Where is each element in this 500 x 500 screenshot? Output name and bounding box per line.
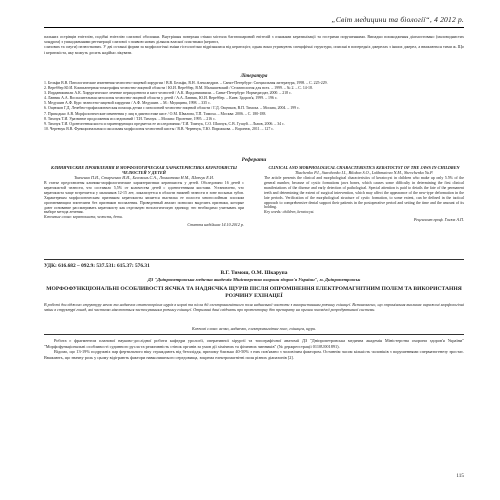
article-title: МОРФОФУНКЦІОНАЛЬНІ ОСОБЛИВОСТІ ЯЄЧКА ТА НАДЯЄЧКА ЩУРІВ ПІСЛЯ ОПРОМІНЕННЯ ЕЛЕКТРОМАГНІТНИМ ПОЛЕМ ТА ВИКОРИСТАННЯ РОЗЧИНУ ЕХІНАЦЕЇ	[46, 286, 462, 299]
received-date: Стаття надійшла 14.10.2012 р.	[187, 222, 244, 228]
summary-divider	[44, 334, 464, 335]
abstract-en-keywords: Key words: children, keratocyst.	[264, 210, 315, 215]
abstract-ru-body: В статье представлены клинико-морфологические характеристики кератокисты у детей. Обследовано 16 детей с кератокистой челюсти, что составило 5,5% от количества детей с одонтогенными кистами. Установлено, что кератокиста чаще встречается у мальчиков 12-15 лет, локализуется в области нижней челюсти в зоне восьмых зубов. Характерным морфологическим признаком кератокисты является выстилка ее полости многослойным плоским ороговевающим эпителием без признаков воспаления. Проведенный анализ позволил выделить признаки, которые дают основание рассматривать кератокисту как отдельную нозологическую единицу, что необходимо учитывать при выборе метода лечения.	[44, 181, 244, 215]
article-summary: В роботі досліджено структуру яєчок та надяєчок статевозрілих щурів в нормі та після дії електромагнітного поля наднизької частоти з використанням розчину ехінацеї. Встановлено, що опромінення викликає виражені морфологічні зміни в структурі гонад, які частково нівелюються застосуванням розчину ехінацеї. Отримані дані свідчать про протекторну дію препарату на органи чоловічої репродуктивної системи.	[44, 302, 464, 313]
article-keywords: Ключові слова: яєчко, надяєчко, електромагнітне поле, ехінацея, щури.	[191, 326, 317, 331]
reference-item: 4. Лавник А.А. Воспалительная патология челюстно-лицевой области у детей / А.А. Лавник, Ю.И. Вереббер. – Киев: Здоров'я, 1999. – 196 с.	[44, 96, 278, 101]
header-rule	[44, 27, 464, 28]
reviewer: Рецензент проф. Гасюк А.П.	[413, 217, 464, 223]
reference-item: 7. Приходько А.В. Морфологические изменения у лиц в диагностике кист / О.М. Швалова, Т.П. Тимоха. – Москва: 2006. – С. 180-188.	[44, 111, 267, 116]
abstract-en-authors: Tkachenko P.I., Starchenko I.I., Bilokon S.O., Lokhmatova N.M., Shevchenko Yu.P.	[294, 170, 434, 175]
journal-title: „Світ медицини та біології“, 4 2012 р.	[331, 15, 464, 24]
reference-item: 5. Медушин А.Ф. Курс челюстно-лицевой хирургии / А.Ф. Медушин. – М.: Медицина, 1998. – 335 с.	[44, 101, 211, 106]
abstract-ru-keywords: Ключевые слова: кератокиста, челюсть, дети.	[44, 215, 123, 220]
reference-item: 10. Черевчук В.В. Функциональная и оксальная морфология челюстной кисты / В.В. Черевчук, Т.Ю. Пирожкова. – Воронеж, 2011. – 127 с.	[44, 126, 274, 131]
article-body	[44, 338, 464, 360]
body-paragraph: Робота є фрагментом планової науково-дослідної роботи кафедри урології, оперативної хірургії та топографічної анатомії ДЗ "Дніпропетровська медична академія Міністерства охорони здоров'я України" "Морфофункціональні особливості судинного русла та реактивність стінок органів за умов дії хімічних та фізичних чинників" (№ держреєстрації 0110U001891).	[44, 338, 464, 349]
reference-item: 9. Тимчук Т.И. Одонтогенная киста и гарантирующих предметах ее исследования / Т.И. Тимчук, С.О. Шапчук, С.В. Гушуй. – Львов, 2006. – 34 с.	[44, 121, 285, 126]
abstract-ru-authors: Ткаченко П.И., Старченко И.И., Белоконь С.А., Лохматова Н.М., Шевчук Е.И.	[74, 175, 214, 180]
intro-paragraph: слизових та смуги) пелюсткових. У дві останні форми за морфологічні зміни гістологічно відрізнялися від кератоціст, однак вони утримують специфічні структури, описані в попередніх джерелах з інших джерел, а вважаються тими ж. Що і кератокіста, яку можуть досить надійно лікувати.	[44, 44, 464, 55]
abstracts-title: Реферати	[241, 157, 267, 163]
page-number: 115	[456, 473, 464, 479]
reference-item: 8. Тимчук Т.И. Уразвитие продолжения исследований / Т.И. Тимчук. – Москва: Прозение, 1995. – 216 с.	[44, 116, 216, 121]
reference-item: 3. Иорданишвили А.К. Хирургическое лечение периодонтита и кист челюстей / А.К. Иорданишвили. – Санкт-Петербург: Нормедиздат, 2000. – 218 с.	[44, 91, 292, 96]
intro-paragraph: пальних острівців епітелію, подібні епітелію слизової оболонки. Внутрішня поверхня стінки містила багатошаровий епітелій з ознаками кератинізації та гострими порушеннями. Випадки пошкодження діагностовано (маловоднистих хондром) з ушкодженнями регенерації слизової з появою нових ділянок власної пластинки (кератоз,	[44, 34, 464, 45]
references-title: Література	[240, 74, 268, 79]
article-affiliation: ДЗ "Дніпропетровська медична академія Міністерства охорони здоров'я України", м. Дніпропетровськ	[147, 277, 361, 282]
abstract-ru	[44, 165, 244, 227]
udk-code: УДК: 616.682 – 092.9: 537.531: 615.37: 576.31	[44, 263, 150, 269]
abstract-en-title: CLINICAL AND MORPHOLOGICAL CHARACTERISTICS KERATOCYST OF THE JAWS IN CHILDREN	[268, 165, 460, 170]
references-list	[44, 81, 464, 132]
body-paragraph: Відомо, що 13-19% подружніх пар фертильного віку страждають від безпліддя, причому близько 40-50% з них пов'язано з чоловічим фактором. Останнім часом кількість чоловіків з порушеннями сперматогенезу зростає. Вважають, що значну роль у цьому відіграють фактори навколишнього середовища, зокрема електромагнітні поля різних діапазонів [2].	[44, 349, 464, 360]
abstract-en-body: The article presents the clinical and morphological characteristics of keratocyst in children who make up only 5.5% of the general number, because of cystic formations jaws bones, which causes some difficulty in determining the first clinical manifestations of the disease and early detection of pathological. Special attention is paid to details the fate of the permanent teeth and determining the extent of surgical intervention, which may affect the appearance of the new-type deformation in the late periods. Verification of the morphological structure of cystic formation, to some extent, can be defined in the tactical approach to comprehensive dental support their patients in the postoperative period and setting the time and the amount of its holding.	[264, 176, 464, 210]
intro-text	[44, 34, 464, 55]
abstract-ru-title: КЛИНИЧЕСКИЕ ПРОЯВЛЕНИЯ И МОРФОЛОГИЧЕСКАЯ ХАРАКТЕРИСТИКА КЕРАТОКИСТЫ ЧЕЛЮСТЕЙ У ДЕТЕЙ	[51, 165, 237, 175]
reference-item: 6. Ощепков Г.Д. Лечебно-профилактическая помощь детям с патологией челюстно-лицевой области / Г.Д. Ощепков, В.П. Тимоха. – Москва, 2004. – 199 с.	[44, 106, 300, 111]
reference-item: 2. Вереббер Ю.И. Компьютерная томография челюстно-лицевой области / Ю.И. Вереббер, В.М. Малышевский / Стоматология для всех. – 1999. – № 2. – С. 14-18.	[44, 86, 313, 91]
abstract-en	[264, 165, 464, 222]
article-authors: В.Г. Тимош, О.М. Шкарупа	[220, 270, 288, 276]
reference-item: 1. Бельфи В.В. Патологические изменения челюстно-лицевой хирургии / В.В. Бельфи, В.Н. Александров. – Санкт-Петербург: Специальная литература, 1998. – С. 225-229.	[44, 81, 328, 85]
section-divider	[44, 259, 464, 260]
